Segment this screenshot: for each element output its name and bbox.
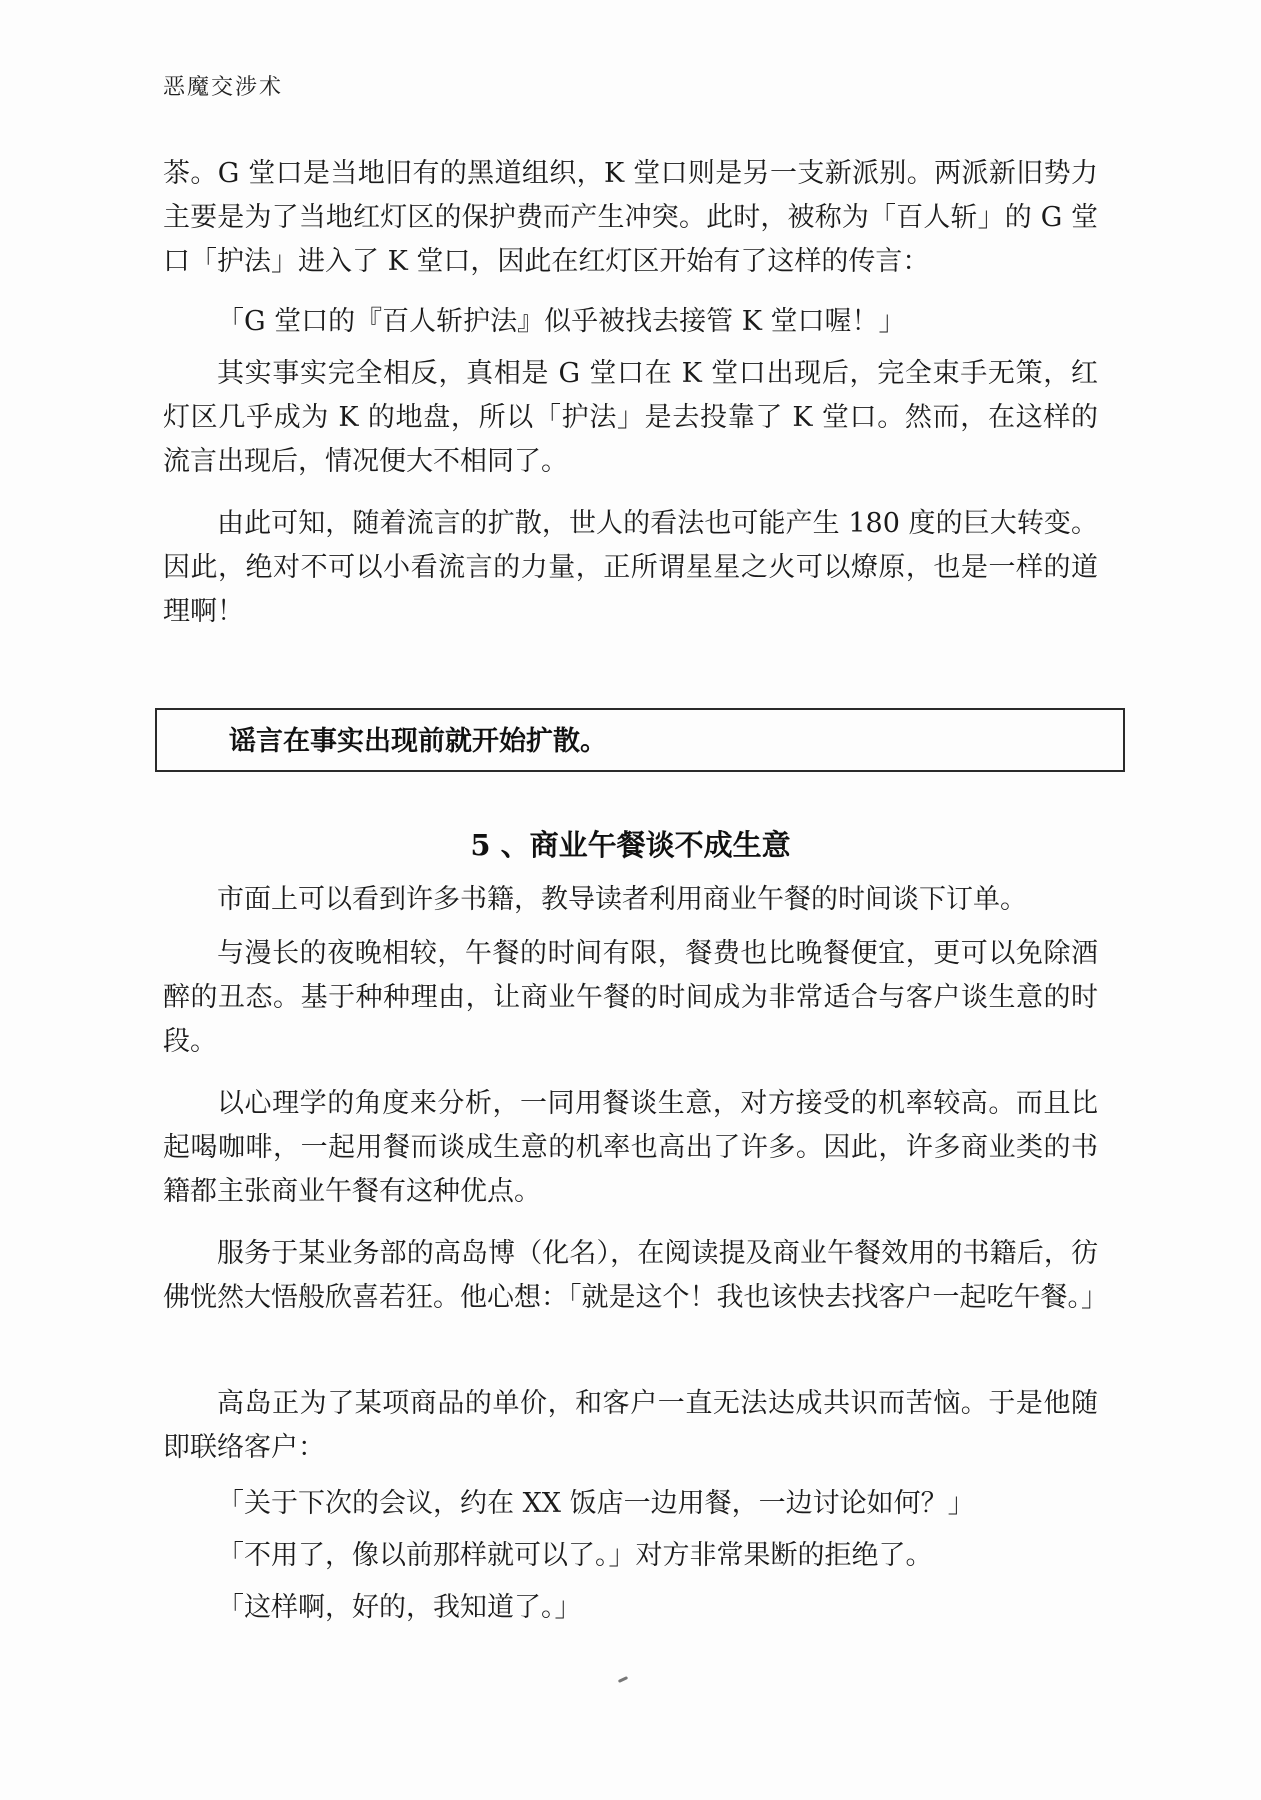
- paragraph: 高岛正为了某项商品的单价，和客户一直无法达成共识而苦恼。于是他随即联络客户：: [163, 1388, 1098, 1463]
- paragraph: 其实事实完全相反，真相是 G 堂口在 K 堂口出现后，完全束手无策，红灯区几乎成为 K 的地盘，所以「护法」是去投靠了 K 堂口。然而，在这样的流言出现后，情况便大不相同了。: [163, 358, 1098, 477]
- key-point-box: [155, 708, 1125, 772]
- running-header: 恶魔交涉术: [163, 75, 284, 100]
- dialogue-line: 「不用了，像以前那样就可以了。」对方非常果断的拒绝了。: [217, 1540, 933, 1571]
- key-point-text: 谣言在事实出现前就开始扩散。: [229, 726, 607, 757]
- scan-speck: [618, 1676, 628, 1683]
- dialogue-line: 「这样啊，好的，我知道了。」: [217, 1592, 582, 1623]
- section-title: 5 、商业午餐谈不成生意: [470, 828, 791, 862]
- paragraph: 与漫长的夜晚相较，午餐的时间有限，餐费也比晚餐便宜，更可以免除酒醉的丑态。基于种种理由，让商业午餐的时间成为非常适合与客户谈生意的时段。: [163, 938, 1098, 1057]
- paragraph-continuation: 茶。G 堂口是当地旧有的黑道组织，K 堂口则是另一支新派别。两派新旧势力主要是为了当地红灯区的保护费而产生冲突。此时，被称为「百人斩」的 G 堂口「护法」进入了 K 堂口，因此在红灯区开始有了这样的传言：: [163, 158, 1098, 277]
- paragraph: 以心理学的角度来分析，一同用餐谈生意，对方接受的机率较高。而且比起喝咖啡，一起用餐而谈成生意的机率也高出了许多。因此，许多商业类的书籍都主张商业午餐有这种优点。: [163, 1088, 1098, 1207]
- paragraph: 由此可知，随着流言的扩散，世人的看法也可能产生 180 度的巨大转变。因此，绝对不可以小看流言的力量，正所谓星星之火可以燎原，也是一样的道理啊！: [163, 508, 1098, 627]
- paragraph-quote: 「G 堂口的『百人斩护法』似乎被找去接管 K 堂口喔！」: [217, 306, 906, 337]
- dialogue-line: 「关于下次的会议，约在 XX 饭店一边用餐，一边讨论如何？」: [217, 1488, 975, 1519]
- paragraph: 市面上可以看到许多书籍，教导读者利用商业午餐的时间谈下订单。: [217, 884, 1027, 915]
- paragraph: 服务于某业务部的高岛博（化名），在阅读提及商业午餐效用的书籍后，彷佛恍然大悟般欣喜若狂。他心想：「就是这个！我也该快去找客户一起吃午餐。」: [163, 1238, 1108, 1313]
